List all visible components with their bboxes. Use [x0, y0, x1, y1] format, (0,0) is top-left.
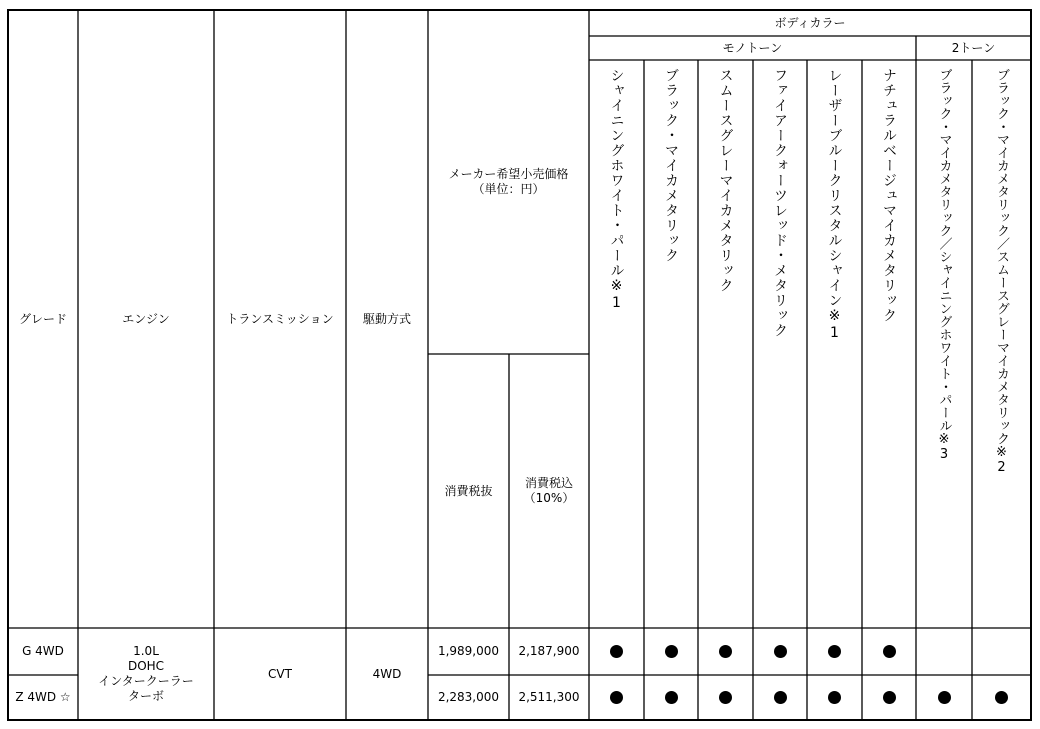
price-excl-value: 2,283,000: [437, 690, 500, 704]
color-header-4: [753, 60, 807, 628]
grade-value: Z 4WD ☆: [15, 690, 71, 704]
color-name-6: ナチュラルベージュマイカメタリック: [881, 68, 897, 323]
row-2-color-7: [916, 675, 972, 720]
color-header-7: [916, 60, 972, 628]
row-1-color-2: [644, 628, 698, 675]
availability-dot: [938, 691, 951, 704]
row-1-color-8: [972, 628, 1031, 675]
availability-dot: [665, 645, 678, 658]
row-1-price-excl: [428, 628, 509, 675]
row-2-color-6: [862, 675, 916, 720]
row-2-color-5: [807, 675, 862, 720]
header-price-excl: [428, 354, 509, 628]
color-header-6: [862, 60, 916, 628]
availability-dot: [610, 691, 623, 704]
color-name-1: シャイニングホワイト・パール※1: [608, 68, 625, 312]
row-2-color-2: [644, 675, 698, 720]
header-engine: [78, 10, 214, 628]
drive-cell: [346, 628, 428, 720]
row-1-color-3: [698, 628, 753, 675]
header-two-tone-label: 2トーン: [951, 40, 996, 55]
engine-cell: [78, 628, 214, 720]
row-2-color-3: [698, 675, 753, 720]
color-name-2: ブラック・マイカメタリック: [663, 68, 679, 263]
transmission-value: CVT: [268, 666, 292, 681]
availability-dot: [774, 691, 787, 704]
header-grade: [8, 10, 78, 628]
availability-dot: [665, 691, 678, 704]
row-2-color-8: [972, 675, 1031, 720]
availability-dot: [719, 645, 732, 658]
engine-intercooler: インタークーラー: [98, 674, 194, 688]
availability-dot: [719, 691, 732, 704]
header-drive: [346, 10, 428, 628]
row-2-color-4: [753, 675, 807, 720]
color-name-8: ブラック・マイカメタリック／スムースグレーマイカメタリック※2: [994, 68, 1009, 475]
header-two-tone: [916, 36, 1031, 60]
header-grade-label: グレード: [18, 311, 67, 326]
header-drive-label: 駆動方式: [362, 311, 411, 326]
color-name-4: ファイアークォーツレッド・メタリック: [772, 68, 788, 338]
header-mono-tone: [589, 36, 916, 60]
header-price-title: メーカー希望小売価格: [448, 167, 569, 181]
header-price-incl: [509, 354, 589, 628]
header-body-color-label: ボディカラー: [774, 15, 846, 30]
color-name-5: レーザーブルークリスタルシャイン※1: [826, 68, 843, 342]
engine-type: DOHC: [127, 659, 165, 673]
header-price-incl-label: 消費税込: [524, 476, 573, 490]
color-name-7: ブラック・マイカメタリック／シャイニングホワイト・パール※3: [936, 68, 952, 462]
header-price: [428, 10, 589, 354]
row-1-color-5: [807, 628, 862, 675]
price-incl-value: 2,511,300: [518, 690, 580, 704]
price-incl-value: 2,187,900: [518, 644, 580, 658]
header-mono-tone-label: モノトーン: [722, 40, 783, 55]
availability-dot: [995, 691, 1008, 704]
row-1-color-6: [862, 628, 916, 675]
drive-value: 4WD: [372, 666, 402, 681]
engine-turbo: ターボ: [127, 689, 164, 703]
row-1-color-7: [916, 628, 972, 675]
header-transmission: [214, 10, 346, 628]
row-2-grade: [8, 675, 78, 720]
color-header-2: [644, 60, 698, 628]
row-1-color-4: [753, 628, 807, 675]
engine-displacement: 1.0L: [133, 644, 159, 658]
header-price-excl-label: 消費税抜: [444, 483, 493, 498]
availability-dot: [883, 645, 896, 658]
availability-dot: [883, 691, 896, 704]
row-2-price-incl: [509, 675, 589, 720]
row-1-price-incl: [509, 628, 589, 675]
availability-dot: [828, 691, 841, 704]
color-name-3: スムースグレーマイカメタリック: [717, 68, 734, 293]
row-1-color-1: [589, 628, 644, 675]
header-engine-label: エンジン: [122, 311, 170, 326]
price-excl-value: 1,989,000: [437, 644, 500, 658]
availability-dot: [828, 645, 841, 658]
color-header-8: [972, 60, 1031, 628]
header-price-incl-rate: （10%）: [523, 491, 575, 505]
header-transmission-label: トランスミッション: [226, 311, 334, 326]
row-2-price-excl: [428, 675, 509, 720]
availability-dot: [774, 645, 787, 658]
color-header-3: [698, 60, 753, 628]
header-body-color: [589, 10, 1031, 36]
transmission-cell: [214, 628, 346, 720]
availability-dot: [610, 645, 623, 658]
color-header-5: [807, 60, 862, 628]
row-1-grade: [8, 628, 78, 675]
color-header-1: [589, 60, 644, 628]
header-price-unit: （単位：円）: [472, 182, 545, 196]
row-2-color-1: [589, 675, 644, 720]
grade-value: G 4WD: [22, 644, 64, 658]
